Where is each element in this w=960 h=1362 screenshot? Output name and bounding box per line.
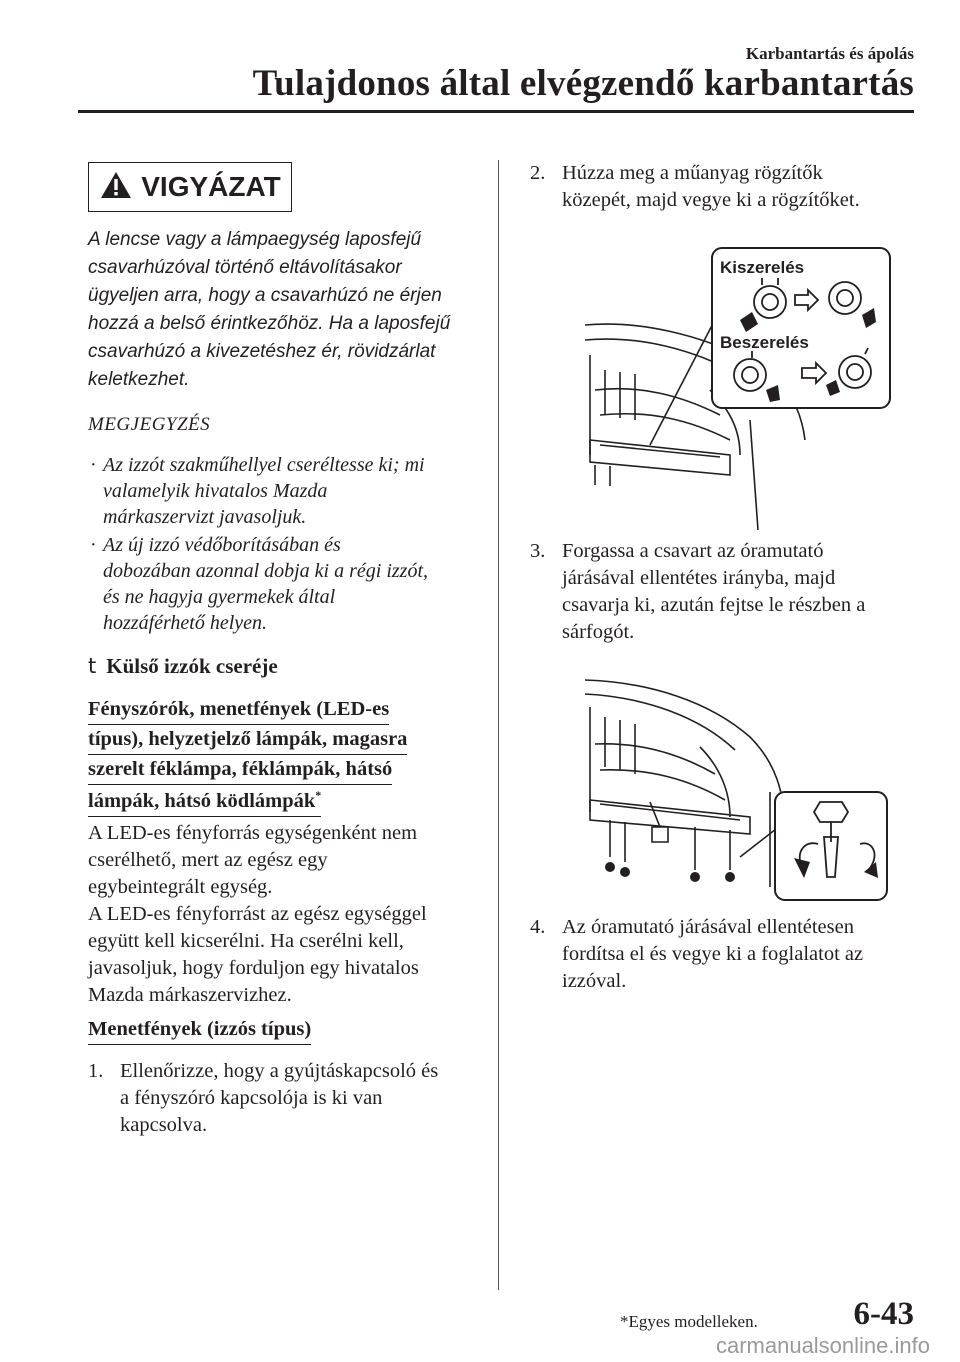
step-line: Az óramutató járásával ellentétesen (562, 916, 854, 938)
step-line: járásával ellentétes irányba, majd (562, 567, 836, 589)
note-line: Az új izzó védőborításában és (103, 534, 341, 556)
section-marker: t (88, 654, 97, 678)
install-label: Beszerelés (720, 333, 809, 352)
step-line: izzóval. (562, 970, 627, 992)
caution-line: csavarhúzóval történő eltávolításakor (88, 257, 402, 278)
watermark: carmanualsonline.info (715, 1333, 930, 1358)
subsection2-title: Menetfények (izzós típus) (88, 1018, 311, 1045)
section-heading (88, 654, 278, 679)
step-line: sárfogót. (562, 621, 635, 643)
mudguard-screw-illustration (580, 672, 900, 902)
step-line: Ellenőrizze, hogy a gyújtáskapcsoló és (120, 1060, 439, 1082)
step-number: 4. (530, 916, 546, 938)
step-line: a fényszóró kapcsolója is ki van (120, 1087, 383, 1109)
note-list (88, 452, 488, 638)
note-line: Az izzót szakműhellyel cseréltesse ki; mi (103, 454, 425, 476)
remove-label: Kiszerelés (720, 258, 805, 277)
subsection-title-line: lámpák, hátsó ködlámpák* (88, 788, 321, 817)
subsection-title-line: szerelt féklámpa, féklámpák, hátsó (88, 758, 392, 785)
para-line: A LED-es fényforrás egységenként nem (88, 822, 418, 844)
caution-line: A lencse vagy a lámpaegység laposfejű (88, 229, 422, 250)
warning-icon (99, 170, 133, 205)
para-line: egybeintegrált egység. (88, 876, 273, 898)
note-line: dobozában azonnal dobja ki a régi izzót, (103, 560, 429, 582)
caution-box (88, 162, 292, 212)
para-line: A LED-es fényforrást az egész egységgel (88, 903, 427, 925)
note-item (88, 532, 488, 636)
column-divider (498, 160, 499, 1290)
para-line: cserélhető, mert az egész egy (88, 849, 328, 871)
header-divider (78, 110, 914, 113)
caution-line: ügyeljen arra, hogy a csavarhúzó ne érjen (88, 285, 442, 306)
step-number: 3. (530, 540, 546, 562)
para-line: együtt kell kicserélni. Ha cserélni kell, (88, 930, 404, 952)
subsection-title-line: Fényszórók, menetfények (LED-es (88, 698, 389, 725)
step-number: 1. (88, 1060, 104, 1082)
note-line: valamelyik hivatalos Mazda (103, 480, 328, 502)
figure-clip-removal (580, 240, 900, 540)
step-line: közepét, majd vegye ki a rögzítőket. (562, 189, 860, 211)
bullet: · (90, 534, 97, 556)
note-heading: MEGJEGYZÉS (88, 414, 211, 435)
bullet: · (90, 454, 97, 476)
figure-screw-removal (580, 672, 900, 902)
step-2 (530, 160, 930, 214)
note-line: és ne hagyja gyermekek által (103, 586, 336, 608)
caution-text (88, 226, 488, 394)
caution-line: hozzá a belső érintkezőhöz. Ha a laposfejű (88, 313, 451, 334)
para-line: Mazda márkaszervizhez. (88, 984, 292, 1006)
section-header: Karbantartás és ápolás (745, 44, 914, 63)
caution-line: csavarhúzó a kivezetéshez ér, rövidzárlat (88, 341, 436, 362)
para-line: javasoljuk, hogy forduljon egy hivatalos (88, 957, 419, 979)
caution-label: VIGYÁZAT (141, 171, 281, 202)
note-item (88, 452, 488, 530)
step-line: fordítsa el és vegye ki a foglalatot az (562, 943, 864, 965)
step-line: Húzza meg a műanyag rögzítők (562, 162, 823, 184)
body-paragraph (88, 820, 488, 1009)
note-line: márkaszervizt javasoljuk. (103, 506, 307, 528)
asterisk: * (315, 788, 322, 802)
page-number: 6-43 (853, 1296, 914, 1332)
step-1 (88, 1058, 488, 1139)
note-line: hozzáférhető helyen. (103, 612, 268, 634)
step-line: csavarja ki, azután fejtse le részben a (562, 594, 866, 616)
footnote: *Egyes modelleken. (620, 1312, 758, 1331)
step-line: Forgassa a csavart az óramutató (562, 540, 824, 562)
step-line: kapcsolva. (120, 1114, 208, 1136)
bumper-clip-illustration (580, 240, 900, 540)
step-4 (530, 914, 930, 995)
page-title: Tulajdonos által elvégzendő karbantartás (252, 63, 914, 104)
subsection-title-line: típus), helyzetjelző lámpák, magasra (88, 728, 407, 755)
section-title: Külső izzók cseréje (106, 654, 278, 678)
step-number: 2. (530, 162, 546, 184)
step-3 (530, 538, 930, 646)
caution-line: keletkezhet. (88, 369, 190, 390)
